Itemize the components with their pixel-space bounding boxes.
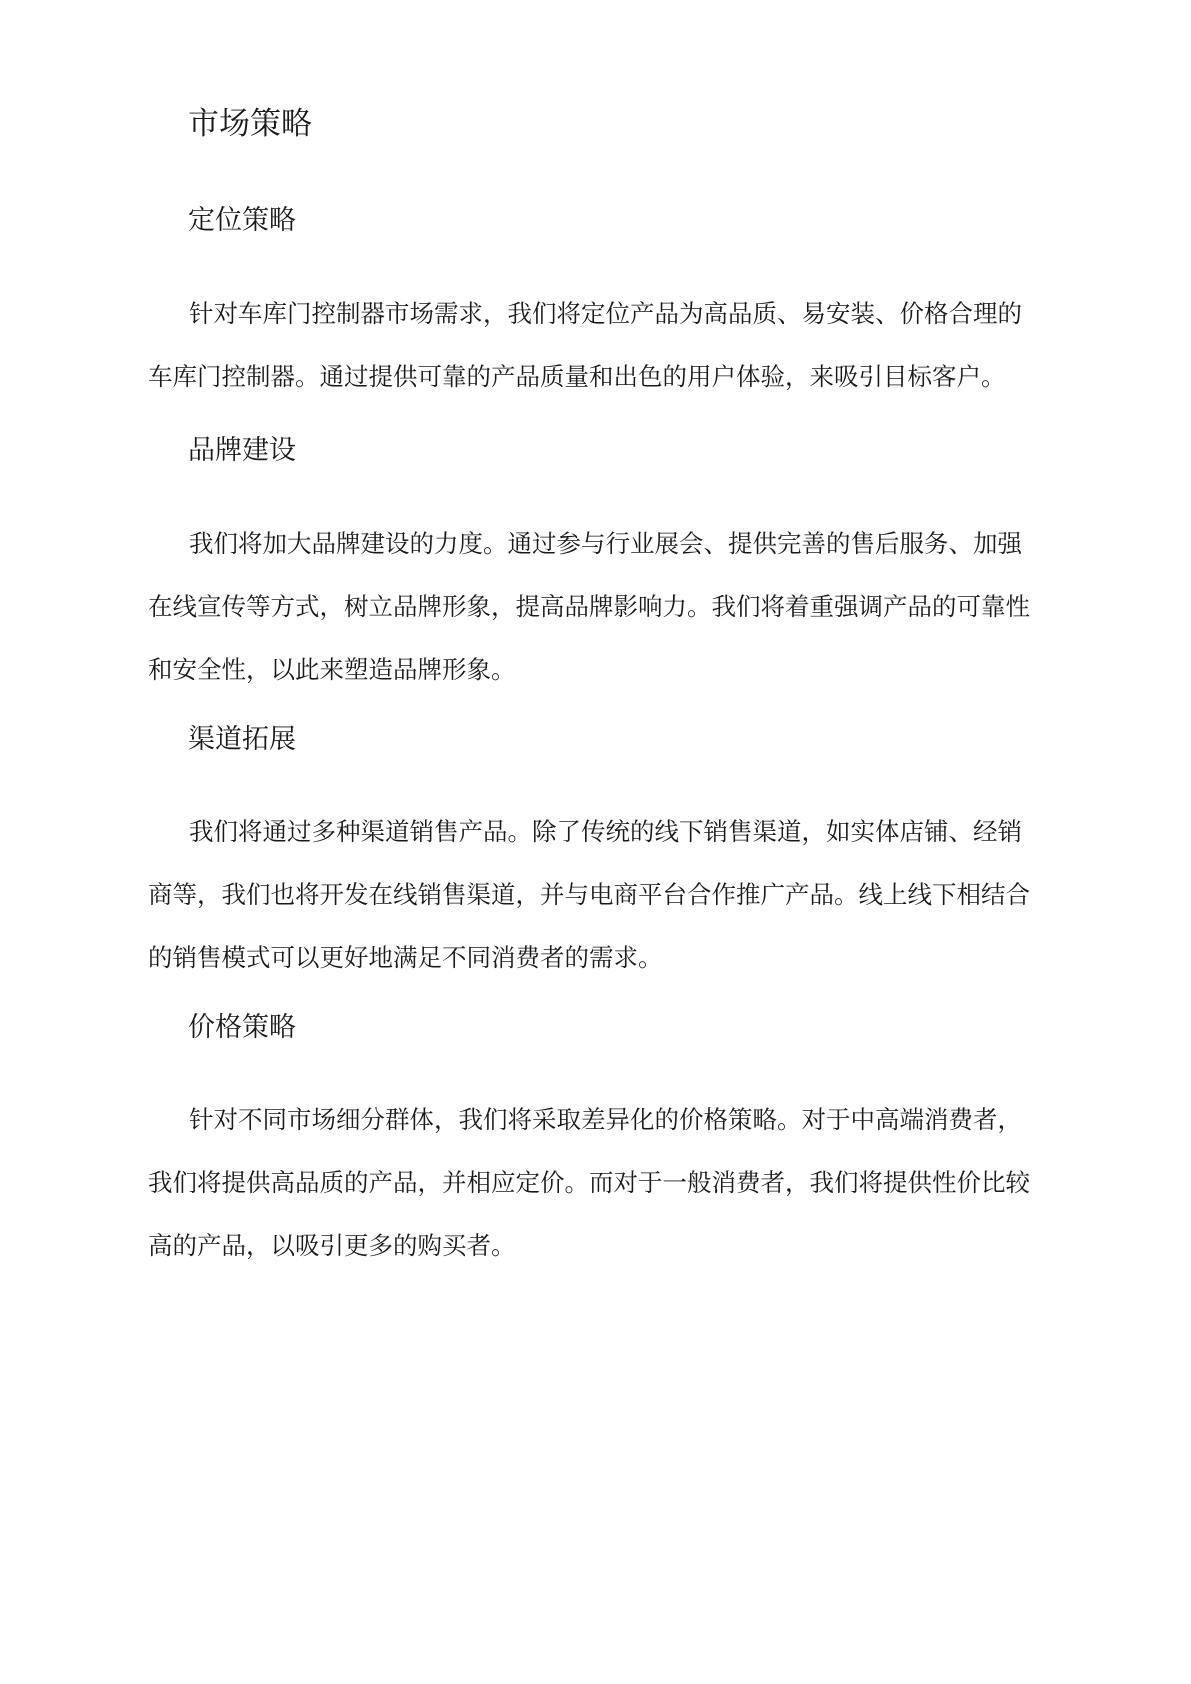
section-body-pricing: 针对不同市场细分群体，我们将采取差异化的价格策略。对于中高端消费者，我们将提供高品质的产品，并相应定价。而对于一般消费者，我们将提供性价比较高的产品，以吸引更多的购买者。 (148, 1105, 1030, 1260)
section-heading-pricing: 价格策略 (188, 1012, 296, 1043)
section-body-positioning: 针对车库门控制器市场需求，我们将定位产品为高品质、易安装、价格合理的车库门控制器。通过提供可靠的产品质量和出色的用户体验，来吸引目标客户。 (148, 299, 1022, 391)
section-heading-channels: 渠道拓展 (188, 724, 296, 755)
section-heading-branding: 品牌建设 (188, 435, 296, 466)
section-heading-positioning: 定位策略 (188, 205, 296, 236)
section-body-channels: 我们将通过多种渠道销售产品。除了传统的线下销售渠道，如实体店铺、经销商等，我们也将开发在线销售渠道，并与电商平台合作推广产品。线上线下相结合的销售模式可以更好地满足不同消费者的需求。 (148, 817, 1030, 972)
page-title: 市场策略 (188, 106, 312, 142)
section-body-branding: 我们将加大品牌建设的力度。通过参与行业展会、提供完善的售后服务、加强在线宣传等方式，树立品牌形象，提高品牌影响力。我们将着重强调产品的可靠性和安全性，以此来塑造品牌形象。 (148, 529, 1030, 684)
